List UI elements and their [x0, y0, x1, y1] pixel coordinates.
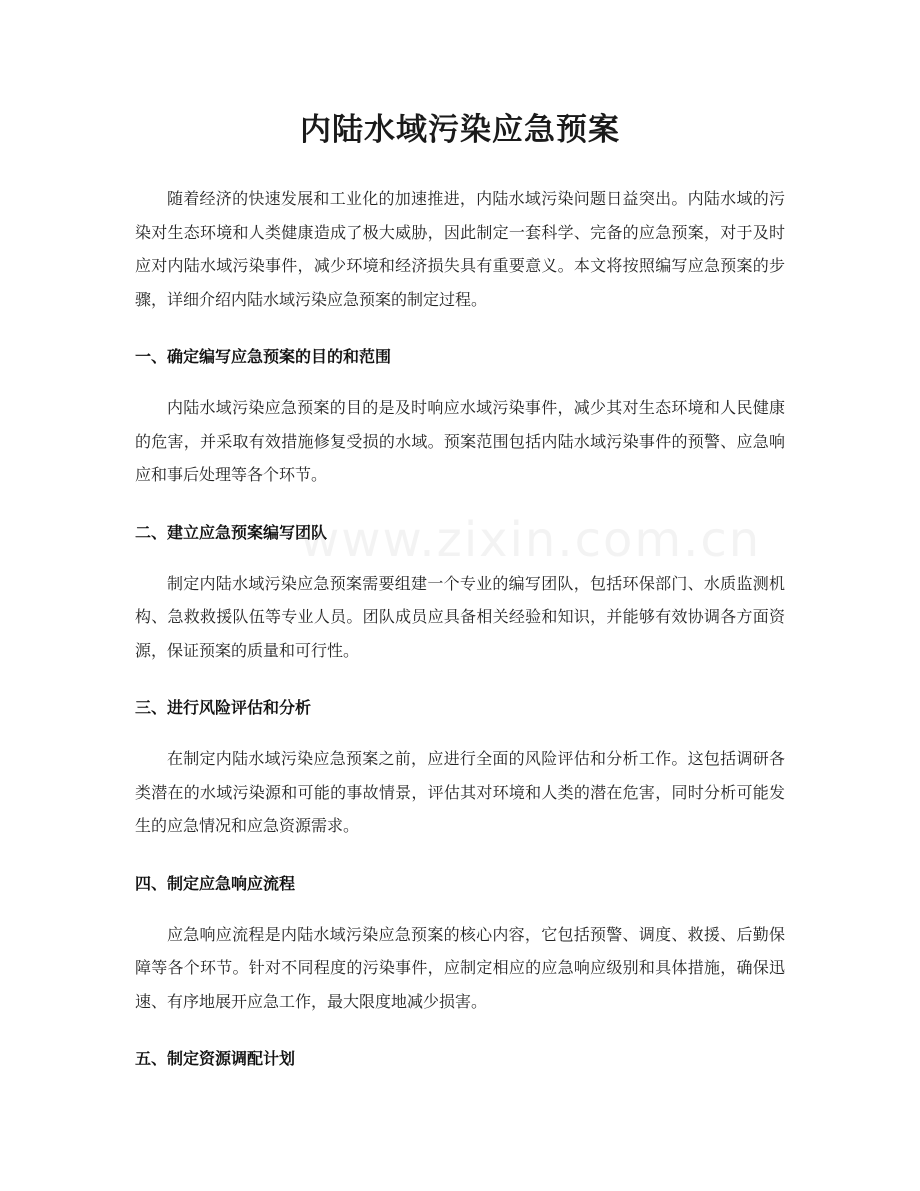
section-heading-2: 二、建立应急预案编写团队 — [135, 522, 328, 542]
section-heading-3: 三、进行风险评估和分析 — [135, 698, 312, 717]
section-body-2: 制定内陆水域污染应急预案需要组建一个专业的编写团队，包括环保部门、水质监测机构、急救救援队伍等专业人员。团队成员应具备相关经验和知识，并能够有效协调各方面资源，保证预案的质量和可行性。 — [135, 573, 785, 660]
intro-paragraph: 随着经济的快速发展和工业化的加速推进，内陆水域污染问题日益突出。内陆水域的污染对生态环境和人类健康造成了极大威胁，因此制定一套科学、完备的应急预案，对于及时应对内陆水域污染事件，减少环境和经济损失具有重要意义。本文将按照编写应急预案的步骤，详细介绍内陆水域污染应急预案的制定过程。 — [135, 189, 785, 309]
section-body-1: 内陆水域污染应急预案的目的是及时响应水域污染事件，减少其对生态环境和人民健康的危害，并采取有效措施修复受损的水域。预案范围包括内陆水域污染事件的预警、应急响应和事后处理等各个环节。 — [135, 398, 785, 484]
watermark: www.zixin.com.cn — [300, 512, 762, 568]
section-heading-1: 一、确定编写应急预案的目的和范围 — [135, 347, 392, 366]
section-heading-4: 四、制定应急响应流程 — [135, 873, 296, 893]
section-heading-5: 五、制定资源调配计划 — [135, 1049, 296, 1068]
section-body-4: 应急响应流程是内陆水域污染应急预案的核心内容，它包括预警、调度、救援、后勤保障等各个环节。针对不同程度的污染事件，应制定相应的应急响应级别和具体措施，确保迅速、有序地展开应急工作，最大限度地减少损害。 — [135, 924, 785, 1011]
document-title: 内陆水域污染应急预案 — [300, 112, 620, 148]
section-body-3: 在制定内陆水域污染应急预案之前，应进行全面的风险评估和分析工作。这包括调研各类潜在的水域污染源和可能的事故情景，评估其对环境和人类的潜在危害，同时分析可能发生的应急情况和应急资源需求。 — [135, 749, 785, 835]
document-body — [135, 182, 785, 1075]
